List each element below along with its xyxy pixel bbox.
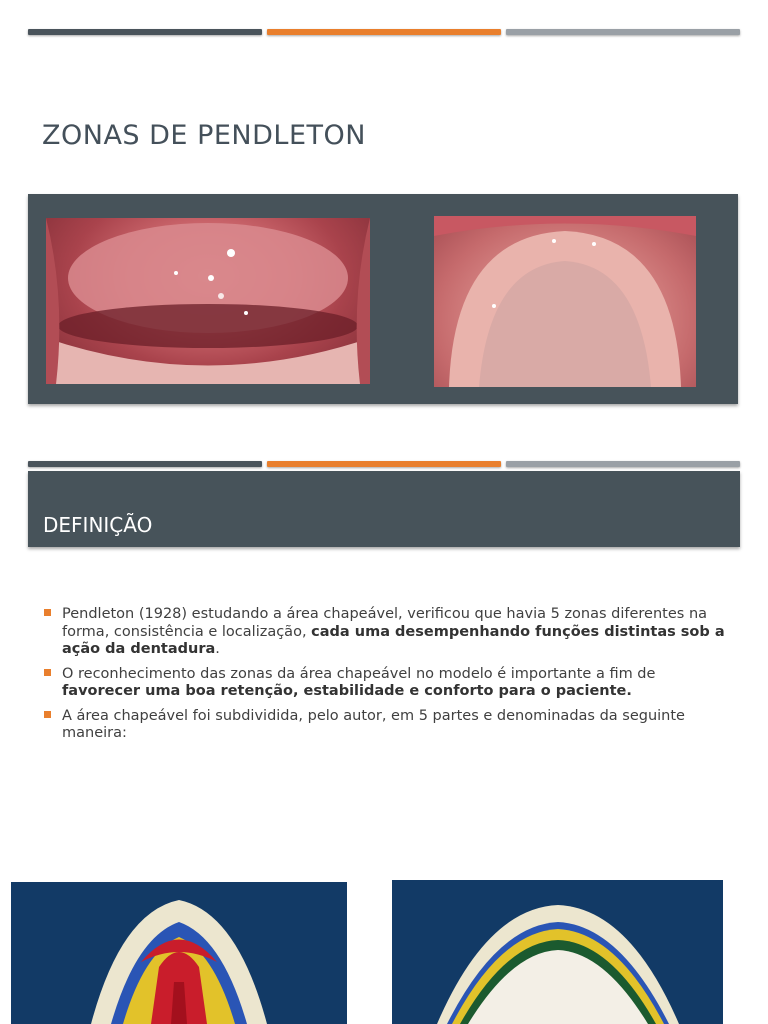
bullet-text-end: . — [215, 641, 220, 657]
bullet-list — [42, 606, 732, 750]
accent-bar-orange-2 — [267, 461, 501, 467]
section-header — [28, 471, 740, 547]
accent-bar-gray — [506, 29, 740, 35]
list-item — [42, 606, 732, 659]
lower-arch-photo — [46, 218, 370, 384]
upper-arch-photo — [434, 216, 696, 387]
bullet-square-icon — [44, 669, 51, 676]
bullet-square-icon — [44, 609, 51, 616]
maxillary-model-image — [11, 882, 347, 1024]
accent-bar-orange — [267, 29, 501, 35]
mandibular-model-image — [392, 880, 723, 1024]
section-title: DEFINIÇÃO — [43, 513, 153, 537]
accent-bar-gray-2 — [506, 461, 740, 467]
bullet-text: Pendleton (1928) estudando a área chapeável, verificou que havia 5 zonas diferentes na forma, consistência e localização, — [62, 606, 708, 640]
bullet-bold-text: favorecer uma boa retenção, estabilidade e conforto para o paciente. — [62, 683, 632, 699]
list-item — [42, 666, 732, 701]
bullet-square-icon — [44, 711, 51, 718]
slide-title: ZONAS DE PENDLETON — [42, 120, 366, 151]
bullet-bold-text: cada uma desempenhando funções distintas sob a ação da dentadura — [62, 623, 725, 657]
accent-bar-dark-2 — [28, 461, 262, 467]
bullet-text: A área chapeável foi subdividida, pelo autor, em 5 partes e denominadas da seguinte maneira: — [62, 707, 685, 741]
list-item — [42, 708, 732, 743]
bullet-text: O reconhecimento das zonas da área chapeável no modelo é importante a fim de — [62, 665, 656, 682]
accent-bar-dark — [28, 29, 262, 35]
photo-panel — [28, 194, 738, 404]
